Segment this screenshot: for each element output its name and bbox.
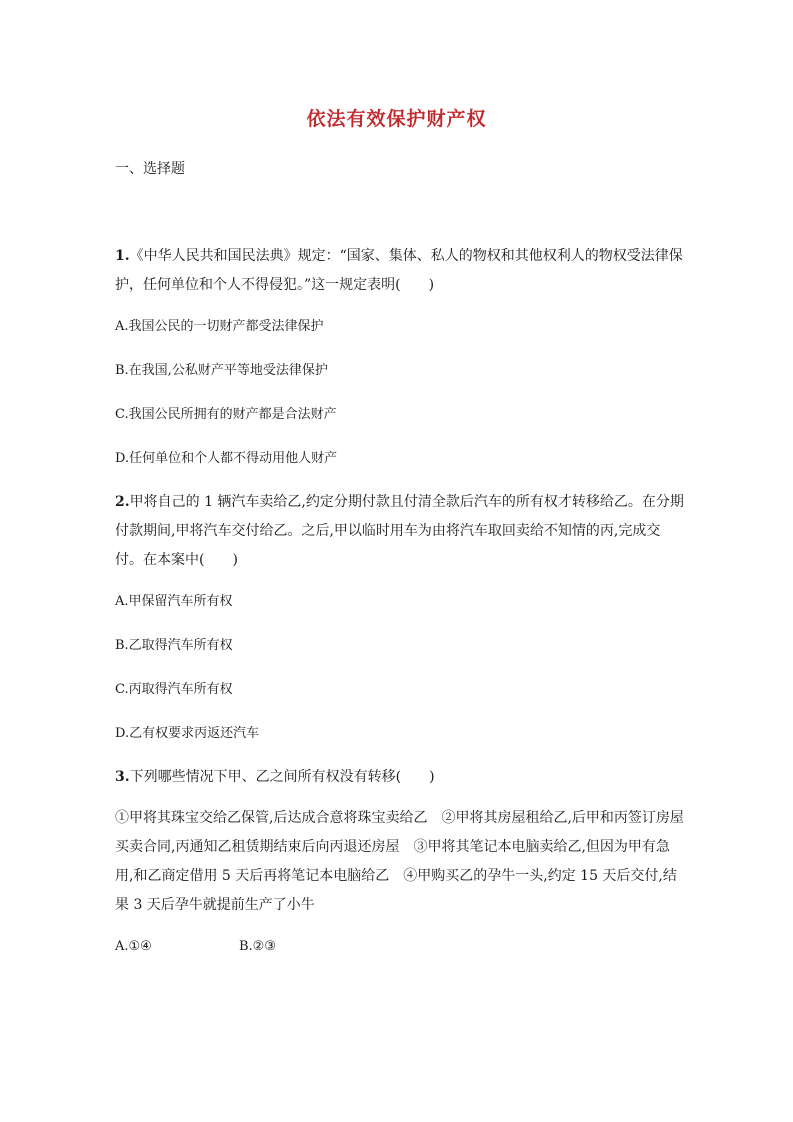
question-number: 2.: [115, 494, 130, 510]
question-stem: [115, 242, 685, 300]
question-number: 1.: [115, 248, 130, 264]
question-3: [115, 763, 685, 961]
option-b: B.在我国,公私财产平等地受法律保护: [115, 363, 328, 378]
option-a: A.①④: [115, 939, 152, 954]
question-list: [115, 242, 685, 961]
question-stem: [115, 488, 685, 575]
document-title: 依法有效保护财产权: [306, 108, 487, 130]
section-heading: 一、选择题: [115, 161, 185, 177]
option-row: [115, 932, 685, 961]
question-statements: ①甲将其珠宝交给乙保管,后达成合意将珠宝卖给乙 ②甲将其房屋租给乙,后甲和丙签订房屋买卖合同,丙通知乙租赁期结束后向丙退还房屋 ③甲将其笔记本电脑卖给乙,但因为甲有急用,和乙商定借用 5 天后再将笔记本电脑给乙 ④甲购买乙的孕牛一头,约定 15 天后交付,结果 3 天后孕牛就提前生产了小牛: [115, 810, 684, 913]
option-d: D.乙有权要求丙返还汽车: [115, 726, 260, 741]
option-b: B.②③: [239, 939, 276, 954]
question-text: 甲将自己的 1 辆汽车卖给乙,约定分期付款且付清全款后汽车的所有权才转移给乙。在分期付款期间,甲将汽车交付给乙。之后,甲以临时用车为由将汽车取回卖给不知情的丙,完成交付。在本案中( ): [115, 494, 684, 568]
question-stem: [115, 763, 685, 792]
question-1: [115, 242, 685, 473]
option-c: C.我国公民所拥有的财产都是合法财产: [115, 407, 337, 422]
question-text: 《中华人民共和国民法典》规定：“国家、集体、私人的物权和其他权利人的物权受法律保护，任何单位和个人不得侵犯。”这一规定表明( ): [115, 248, 683, 293]
option-c: C.丙取得汽车所有权: [115, 682, 233, 697]
option-d: D.任何单位和个人都不得动用他人财产: [115, 451, 338, 466]
option-a: A.甲保留汽车所有权: [115, 594, 233, 609]
option-b: B.乙取得汽车所有权: [115, 638, 233, 653]
question-number: 3.: [115, 769, 130, 785]
question-text: 下列哪些情况下甲、乙之间所有权没有转移( ): [129, 769, 435, 785]
question-2: [115, 488, 685, 748]
option-a: A.我国公民的一切财产都受法律保护: [115, 319, 324, 334]
